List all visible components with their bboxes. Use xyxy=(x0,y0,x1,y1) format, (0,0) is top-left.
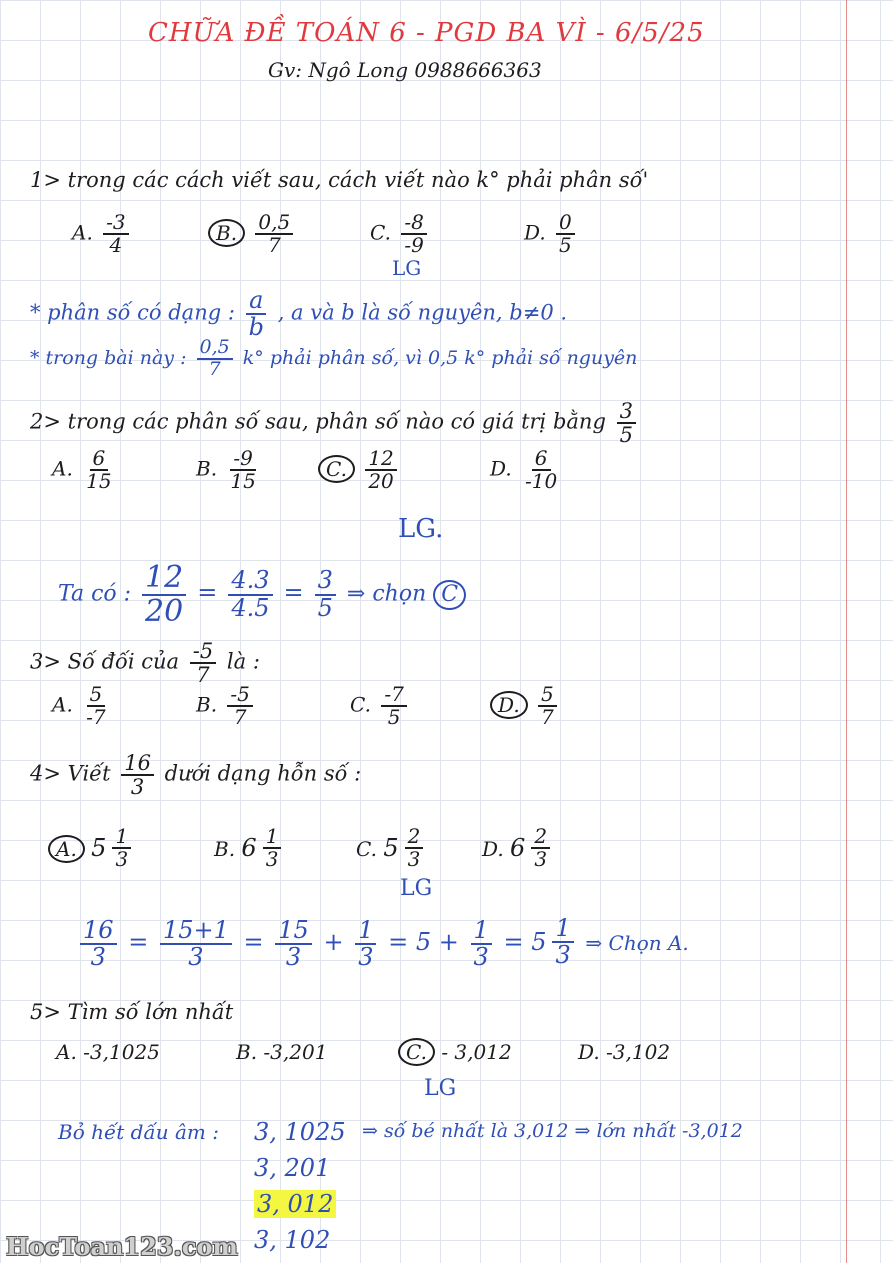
fraction-denominator: 3 xyxy=(285,942,302,971)
fraction-numerator: 3 xyxy=(617,400,636,424)
page-title: CHỮA ĐỀ TOÁN 6 - PGD BA VÌ - 6/5/25 xyxy=(148,18,705,48)
q1-option-b xyxy=(208,212,297,256)
notebook-margin-line xyxy=(846,0,847,1263)
q3-option-a xyxy=(52,684,113,728)
question-1 xyxy=(30,168,648,192)
q1-option-d xyxy=(524,212,579,256)
q4-option-b xyxy=(214,826,285,870)
plus-sign: + xyxy=(438,928,459,957)
fraction-numerator: -5 xyxy=(190,640,216,664)
fraction-numerator: -9 xyxy=(230,448,255,471)
fraction-denominator: 3 xyxy=(473,942,489,971)
fraction-numerator: 3 xyxy=(315,568,336,595)
option-letter: A. xyxy=(52,692,73,717)
mixed-whole: 5 xyxy=(91,834,107,862)
fraction-denominator: 20 xyxy=(145,593,184,629)
q1-solution-line-1 xyxy=(30,288,567,340)
fraction-numerator: 15 xyxy=(275,918,312,945)
fraction-denominator: 20 xyxy=(368,469,394,493)
fraction-numerator: -3 xyxy=(103,212,128,235)
fraction-numerator: 15+1 xyxy=(160,918,232,945)
fraction-denominator: -10 xyxy=(525,469,558,493)
q5-value-2: 3, 201 xyxy=(254,1154,331,1182)
question-text: là : xyxy=(226,649,260,674)
solution-text: ⇒ Chọn A. xyxy=(585,931,689,956)
q5-option-d xyxy=(578,1040,670,1064)
fraction-numerator: 2 xyxy=(531,826,550,849)
option-letter: D. xyxy=(578,1040,600,1064)
question-label: 2> xyxy=(30,409,61,434)
option-letter: A. xyxy=(56,1040,77,1064)
question-text: trong các cách viết sau, cách viết nào k° phải phân số' xyxy=(67,168,649,192)
q4-option-a xyxy=(48,826,135,870)
option-letter-circled: C. xyxy=(318,455,355,483)
fraction-denominator: -9 xyxy=(404,233,424,257)
option-letter: B. xyxy=(236,1040,258,1064)
q2-solution-heading: LG. xyxy=(398,514,444,544)
plus-sign: + xyxy=(323,928,344,957)
fraction-denominator: 5 xyxy=(559,233,572,257)
fraction-numerator: 1 xyxy=(471,918,492,945)
q1-option-a xyxy=(72,212,133,256)
option-value: -3,1025 xyxy=(83,1040,160,1064)
q4-option-d xyxy=(482,826,554,870)
option-letter: C. xyxy=(370,220,391,245)
question-label: 3> xyxy=(30,649,61,674)
question-label: 1> xyxy=(30,168,61,192)
fraction-denominator: 3 xyxy=(555,941,571,970)
fraction-denominator: 3 xyxy=(265,847,279,871)
fraction-numerator: 5 xyxy=(87,684,106,707)
solution-text: ⇒ chọn xyxy=(346,581,427,607)
question-2 xyxy=(30,400,640,446)
solution-text: , a và b là số nguyên, b≠0 . xyxy=(277,300,568,325)
answer-choice-circled: C xyxy=(433,580,466,610)
option-letter: D. xyxy=(482,837,504,861)
option-letter-circled: D. xyxy=(490,691,528,719)
question-4 xyxy=(30,752,361,798)
fraction-numerator: 12 xyxy=(365,448,396,471)
fraction-numerator: 12 xyxy=(142,562,186,596)
solution-text: * phân số có dạng : xyxy=(30,300,235,325)
fraction-numerator: 0,5 xyxy=(197,338,233,360)
teacher-line: Gv: Ngô Long 0988666363 xyxy=(268,58,542,82)
fraction-denominator: 7 xyxy=(267,233,281,257)
fraction-denominator: 4.5 xyxy=(231,593,270,622)
fraction-denominator: 7 xyxy=(208,357,221,380)
solution-text: Ta có : xyxy=(58,581,132,607)
mixed-whole: 5 xyxy=(531,928,547,957)
q3-option-d xyxy=(490,684,561,728)
fraction-numerator: 16 xyxy=(80,918,117,945)
fraction-denominator: 3 xyxy=(407,847,421,871)
mixed-whole: 6 xyxy=(510,834,526,862)
fraction-denominator: 7 xyxy=(196,663,210,688)
fraction-numerator: 1 xyxy=(355,918,376,945)
option-letter: A. xyxy=(72,220,93,245)
fraction-numerator: 16 xyxy=(121,752,154,776)
equals-sign: = xyxy=(197,578,218,607)
fraction-denominator: 5 xyxy=(387,705,401,729)
whole-number: 5 xyxy=(415,928,432,957)
option-letter-circled: B. xyxy=(208,219,245,247)
option-letter-circled: C. xyxy=(398,1038,435,1066)
option-value: -3,201 xyxy=(263,1040,328,1064)
site-watermark: HocToan123.com xyxy=(6,1232,238,1261)
highlighted-value: 3, 012 xyxy=(254,1190,336,1218)
q2-option-c xyxy=(318,448,401,492)
fraction-numerator: 1 xyxy=(552,916,573,943)
q4-option-c xyxy=(356,826,427,870)
q3-option-b xyxy=(196,684,257,728)
option-letter: B. xyxy=(214,837,236,861)
q5-value-1: 3, 1025 xyxy=(254,1118,346,1146)
q2-option-d xyxy=(490,448,564,492)
q3-option-c xyxy=(350,684,411,728)
question-3 xyxy=(30,640,260,686)
fraction-denominator: 3 xyxy=(534,847,548,871)
fraction-numerator: 6 xyxy=(532,448,551,471)
option-letter: B. xyxy=(196,456,218,481)
q1-solution-heading: LG xyxy=(392,256,422,280)
question-5 xyxy=(30,1000,233,1024)
fraction-denominator: 7 xyxy=(541,705,554,729)
q5-solution-suffix: ⇒ số bé nhất là 3,012 ⇒ lớn nhất -3,012 xyxy=(362,1120,743,1142)
q5-value-3-highlighted xyxy=(254,1190,336,1218)
fraction-denominator: 15 xyxy=(230,469,256,493)
fraction-denominator: 3 xyxy=(188,942,204,971)
q5-solution-heading: LG xyxy=(424,1076,457,1101)
option-value: -3,102 xyxy=(606,1040,671,1064)
option-letter: B. xyxy=(196,692,218,717)
solution-text: * trong bài này : xyxy=(30,346,187,369)
equals-sign: = xyxy=(503,928,524,957)
option-value: - 3,012 xyxy=(441,1040,512,1064)
fraction-denominator: 4 xyxy=(109,233,123,257)
question-text: Số đối của xyxy=(67,649,180,674)
mixed-whole: 6 xyxy=(241,834,257,862)
q1-solution-line-2 xyxy=(30,338,637,380)
fraction-numerator: 5 xyxy=(538,684,557,707)
q4-solution xyxy=(76,916,689,970)
fraction-denominator: 3 xyxy=(130,775,145,800)
fraction-numerator: -5 xyxy=(227,684,252,707)
fraction-numerator: 1 xyxy=(263,826,282,849)
question-text: trong các phân số sau, phân số nào có giá trị bằng xyxy=(67,409,606,434)
fraction-denominator: 15 xyxy=(86,469,112,493)
q5-solution-prefix: Bỏ hết dấu âm : xyxy=(58,1120,219,1144)
fraction-numerator: 0,5 xyxy=(255,212,293,235)
fraction-denominator: 5 xyxy=(317,593,333,622)
q5-option-c xyxy=(398,1038,512,1066)
fraction-numerator: 4.3 xyxy=(228,568,272,595)
equals-sign: = xyxy=(283,578,304,607)
fraction-denominator: 7 xyxy=(233,705,247,729)
q1-option-c xyxy=(370,212,431,256)
fraction-denominator: 3 xyxy=(115,847,129,871)
fraction-numerator: 1 xyxy=(112,826,131,849)
fraction-numerator: 0 xyxy=(556,212,575,235)
q5-option-b xyxy=(236,1040,327,1064)
question-label: 5> xyxy=(30,1000,61,1024)
option-letter: C. xyxy=(356,837,377,861)
option-letter-circled: A. xyxy=(48,835,85,863)
mixed-whole: 5 xyxy=(383,834,399,862)
fraction-numerator: -7 xyxy=(381,684,406,707)
fraction-denominator: 5 xyxy=(619,423,633,448)
fraction-numerator: -8 xyxy=(401,212,426,235)
fraction-denominator: 3 xyxy=(90,942,106,971)
option-letter: D. xyxy=(490,456,512,481)
fraction-denominator: b xyxy=(248,313,264,342)
fraction-denominator: -7 xyxy=(86,705,106,729)
fraction-numerator: 6 xyxy=(90,448,109,471)
option-letter: D. xyxy=(524,220,546,245)
equals-sign: = xyxy=(128,928,149,957)
q4-solution-heading: LG xyxy=(400,876,433,901)
fraction-denominator: 3 xyxy=(358,942,374,971)
fraction-numerator: a xyxy=(246,288,266,315)
option-letter: A. xyxy=(52,456,73,481)
q2-option-a xyxy=(52,448,119,492)
q5-value-4: 3, 102 xyxy=(254,1226,331,1254)
q2-option-b xyxy=(196,448,263,492)
q5-option-a xyxy=(56,1040,160,1064)
solution-text: k° phải phân số, vì 0,5 k° phải số nguyên xyxy=(242,346,638,369)
q2-solution xyxy=(58,562,466,627)
equals-sign: = xyxy=(243,928,264,957)
question-label: 4> xyxy=(30,761,61,786)
fraction-numerator: 2 xyxy=(405,826,424,849)
equals-sign: = xyxy=(388,928,409,957)
question-text: Tìm số lớn nhất xyxy=(67,1000,234,1024)
option-letter: C. xyxy=(350,692,371,717)
question-text: dưới dạng hỗn số : xyxy=(164,761,362,786)
question-text: Viết xyxy=(67,761,111,786)
